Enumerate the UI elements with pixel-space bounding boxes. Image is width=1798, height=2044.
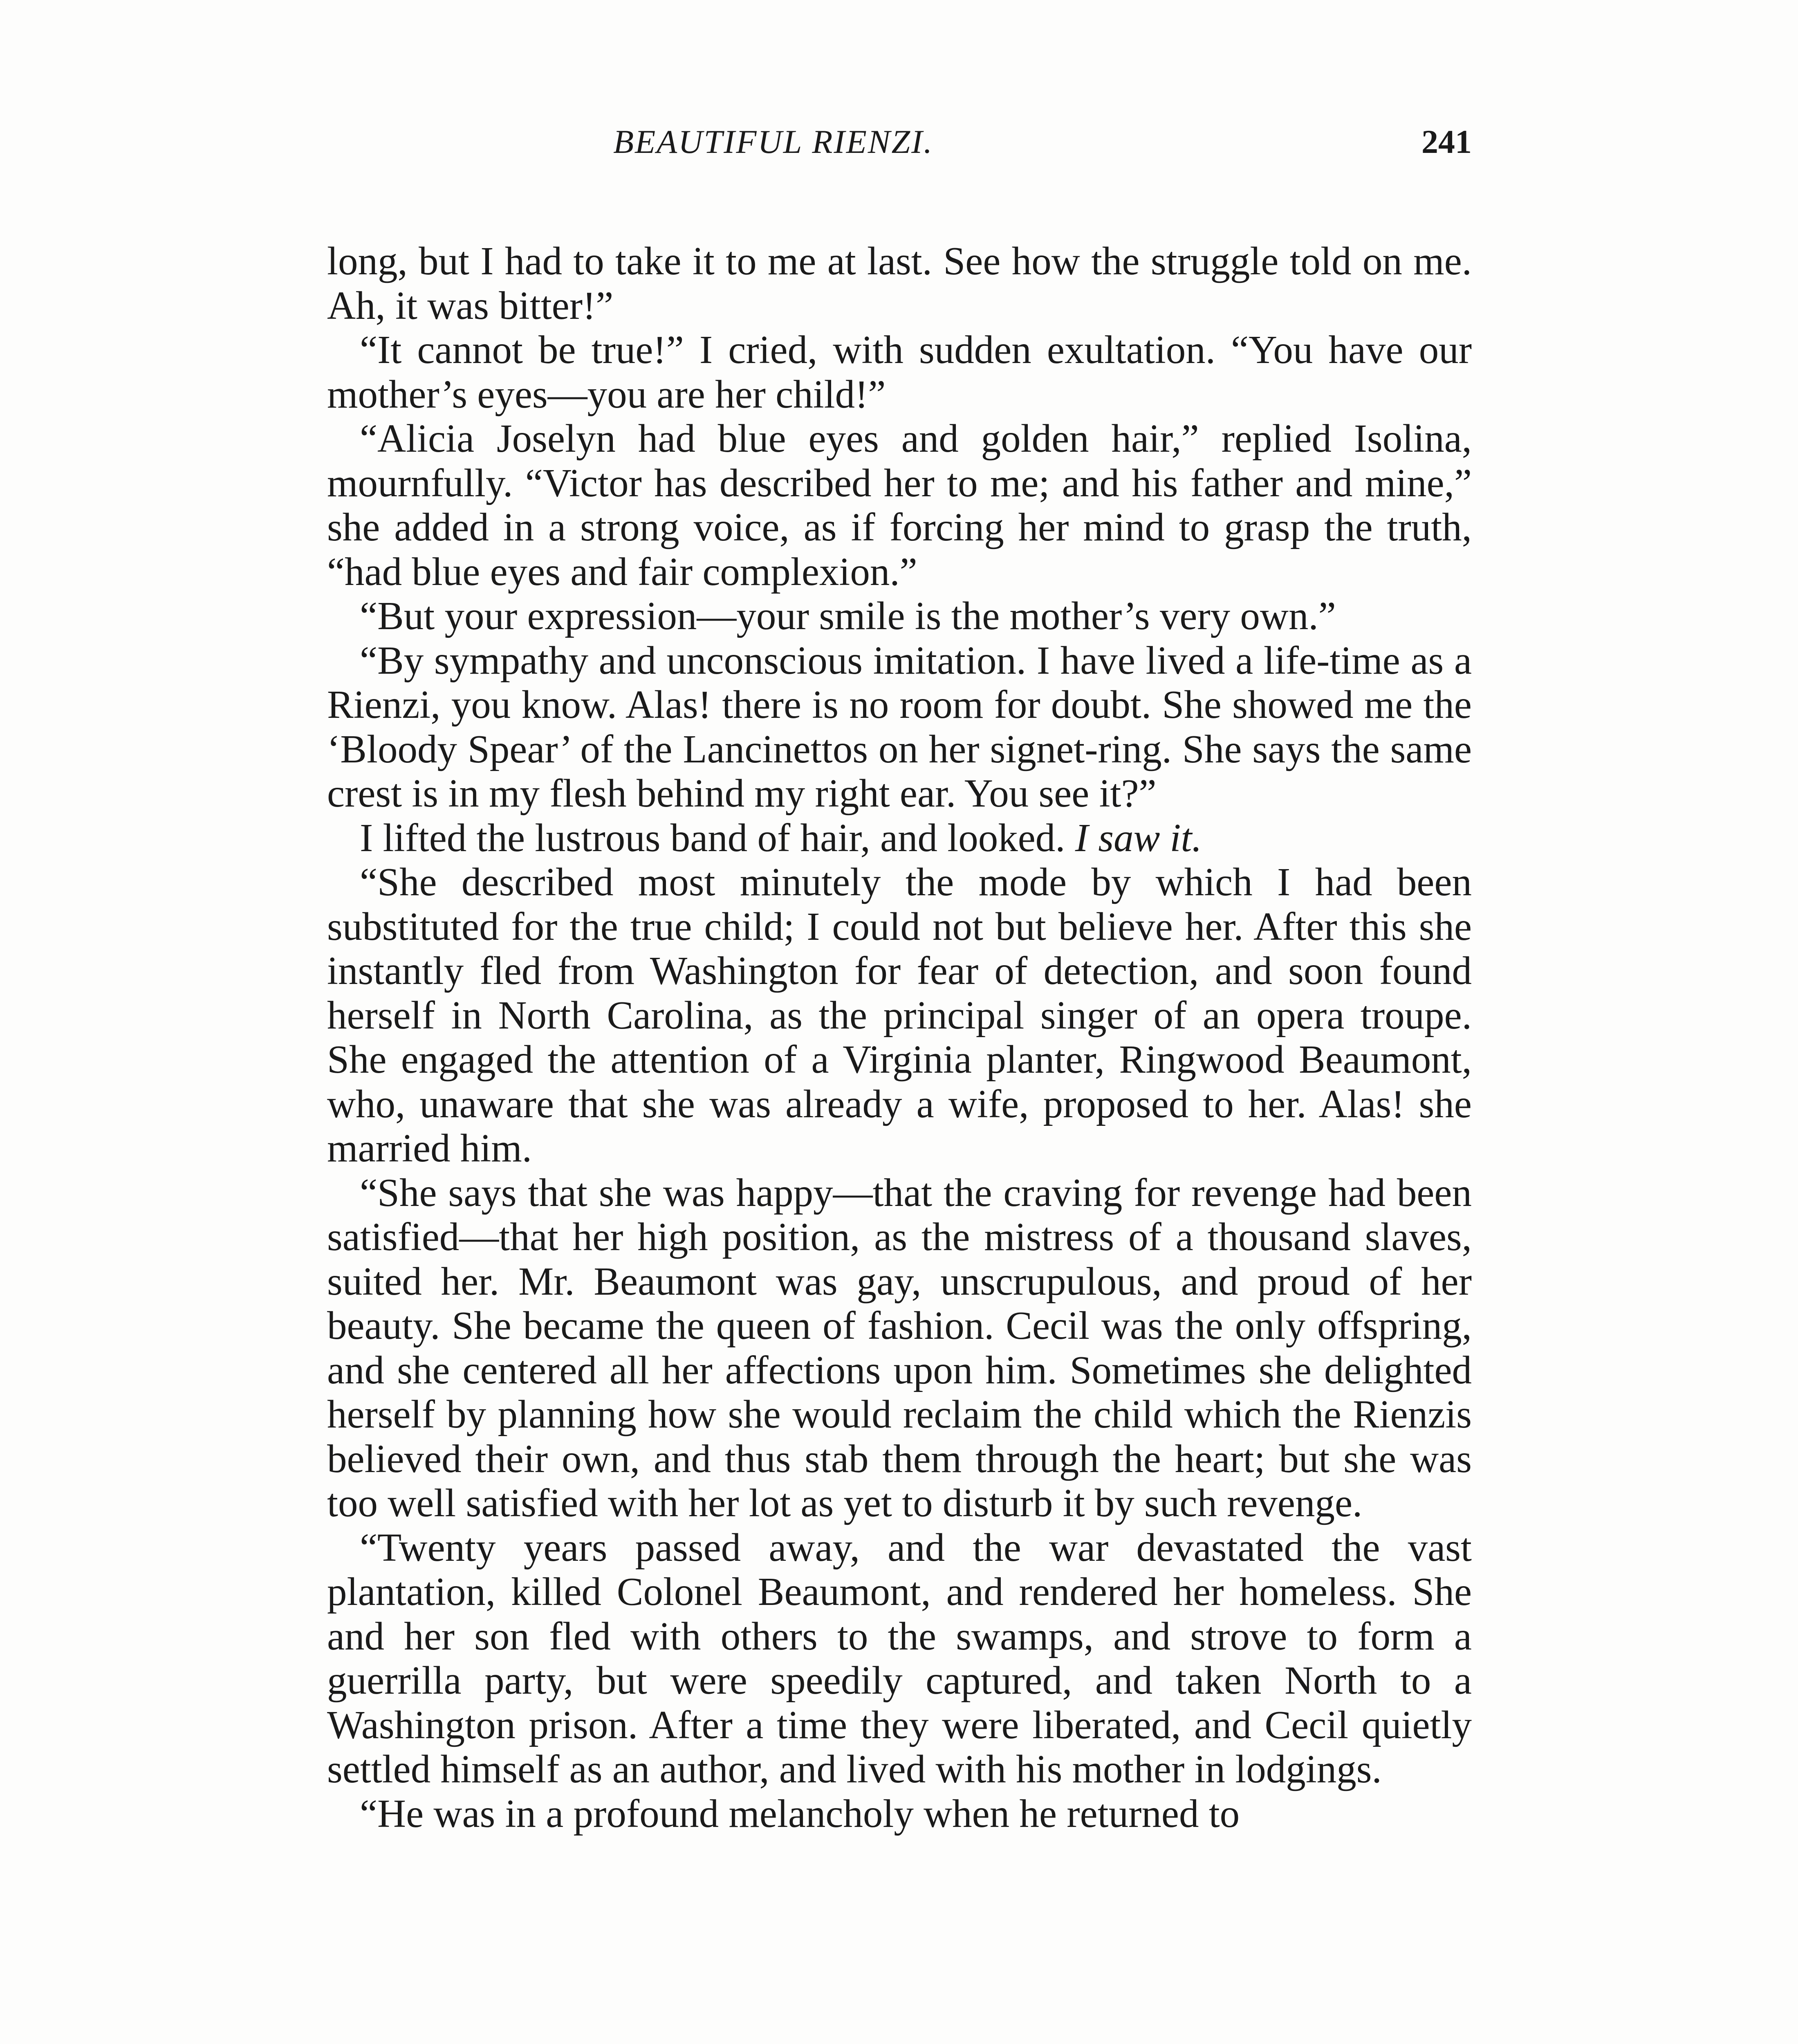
paragraph-8: “She says that she was happy—that the craving for revenge had been satisfied—that her high position, as the mistress of a thousand slaves, suited her. Mr. Beaumont was gay, unscrupulous, and proud of her beauty. She became the queen of fashion. Cecil was the only offspring, and she centered all her affections upon him. Sometimes she delighted herself by planning how she would reclaim the child which the Rienzis believed their own, and thus stab them through the heart; but she was too well satisfied with her lot as yet to disturb it by such revenge. (327, 1170, 1472, 1525)
paragraph-6 (327, 816, 1472, 861)
paragraph-4: “But your expression—your smile is the mother’s very own.” (360, 594, 1336, 638)
emphasis-i-saw-it: I saw it. (1075, 816, 1202, 860)
running-title: BEAUTIFUL RIENZI. (613, 123, 933, 160)
paragraph-6-text: I lifted the lustrous band of hair, and looked. (360, 816, 1075, 860)
body-text (327, 239, 1472, 1836)
paragraph-2: “It cannot be true!” I cried, with sudden exultation. “You have our mother’s eyes—you are her child!” (327, 328, 1472, 416)
paragraph-9: “Twenty years passed away, and the war devastated the vast plantation, killed Colonel Beaumont, and rendered her homeless. She and her son fled with others to the swamps, and strove to form a guerrilla party, but were speedily captured, and taken North to a Washington prison. After a time they were liberated, and Cecil quietly settled himself as an author, and lived with his mother in lodgings. (327, 1525, 1472, 1791)
page-number: 241 (1421, 123, 1472, 160)
paragraph-5: “By sympathy and unconscious imitation. I have lived a life-time as a Rienzi, you know. Alas! there is no room for doubt. She showed me the ‘Bloody Spear’ of the Lancinettos on her signet-ring. She says the same crest is in my flesh behind my right ear. You see it?” (327, 638, 1472, 815)
paragraph-10: “He was in a profound melancholy when he returned to (360, 1791, 1240, 1836)
paragraph-1: long, but I had to take it to me at last. See how the struggle told on me. Ah, it was bitter!” (327, 239, 1472, 327)
running-header (327, 123, 1472, 180)
paragraph-3: “Alicia Joselyn had blue eyes and golden hair,” replied Isolina, mournfully. “Victor has described her to me; and his father and mine,” she added in a strong voice, as if forcing her mind to grasp the truth, “had blue eyes and fair complexion.” (327, 417, 1472, 594)
paragraph-7: “She described most minutely the mode by which I had been substituted for the true child; I could not but believe her. After this she instantly fled from Washington for fear of detection, and soon found herself in North Carolina, as the principal singer of an opera troupe. She engaged the attention of a Virginia planter, Ringwood Beaumont, who, unaware that she was already a wife, proposed to her. Alas! she married him. (327, 860, 1472, 1170)
